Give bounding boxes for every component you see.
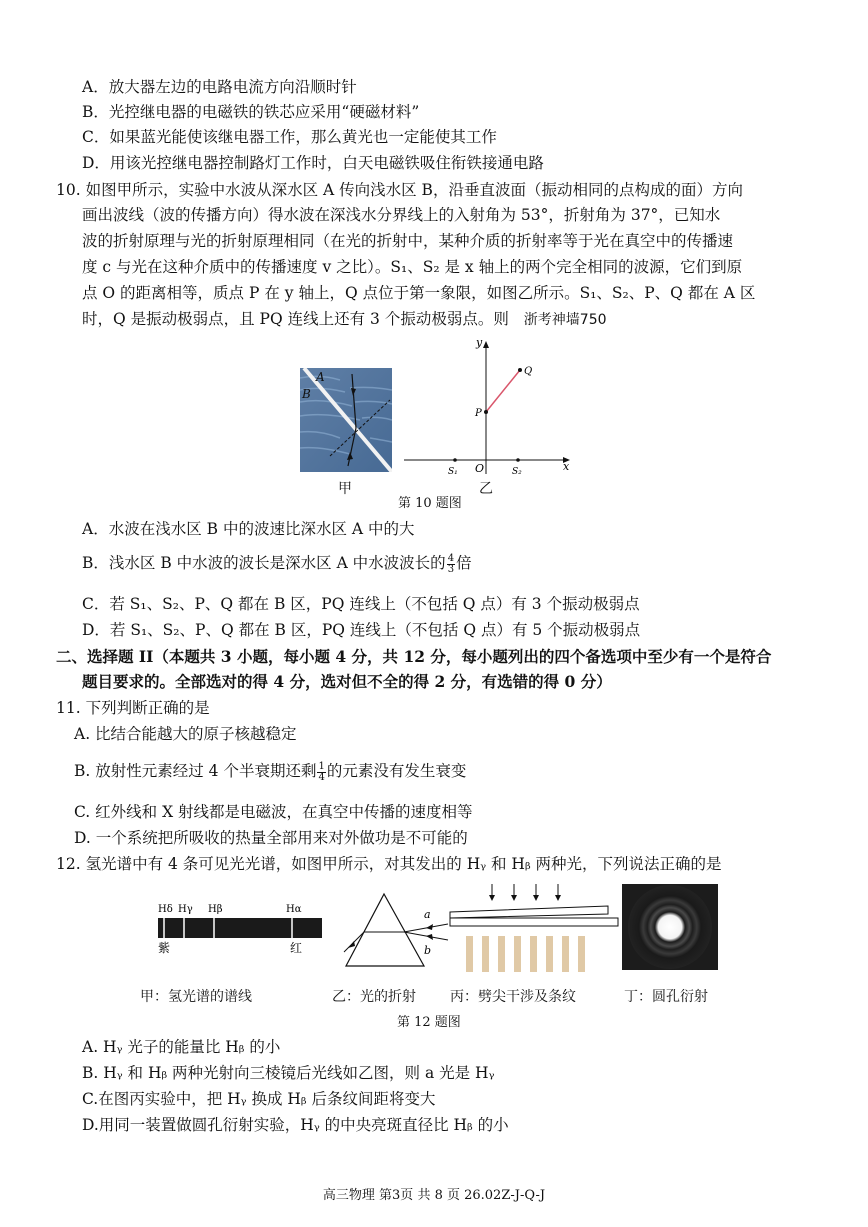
q11-option-c: C. 红外线和 X 射线都是电磁波，在真空中传播的速度相等 [74, 803, 473, 821]
fraction-den: 3 [447, 563, 455, 575]
q10-stem-line6-text: 时，Q 是振动极弱点，且 PQ 连线上还有 3 个振动极弱点。则 [82, 310, 509, 328]
section2-header-line1: 二、选择题 II（本题共 3 小题，每小题 4 分，共 12 分，每小题列出的四个备选项中至少有一个是符合 [56, 647, 772, 666]
q10-option-b [82, 552, 472, 575]
fraction-den: 4 [318, 771, 325, 783]
fig10-label-s1: S₁ [448, 467, 458, 476]
page-footer: 高三物理 第3页 共 8 页 26.02Z-J-Q-J [322, 1188, 546, 1203]
fig10-label-y: y [476, 336, 483, 349]
fig10-label-q: Q [524, 366, 533, 377]
q12-option-b: B. Hᵧ 和 Hᵦ 两种光射向三棱镜后光线如乙图，则 a 光是 Hᵧ [82, 1064, 495, 1082]
q11-option-b [74, 760, 466, 783]
wedge-bottom-plate [450, 918, 618, 926]
q10-option-a: A．水波在浅水区 B 中的波速比深水区 A 中的大 [82, 520, 415, 538]
fraction-num: 4 [447, 552, 455, 564]
q9-option-a: A．放大器左边的电路电流方向沿顺时针 [82, 78, 357, 96]
label-hdelta: Hδ [158, 904, 173, 915]
q10-stem-line6 [82, 308, 607, 331]
fraction-4-3 [447, 554, 455, 575]
fig10-label-x: x [563, 460, 570, 473]
watermark: 浙考神墙750 [523, 312, 607, 328]
q10-option-b-post: 倍 [456, 554, 472, 572]
q12-option-c: C.在图丙实验中，把 Hᵧ 换成 Hᵦ 后条纹间距将变大 [82, 1090, 436, 1108]
fig12-caption-yi: 乙：光的折射 [332, 989, 416, 1005]
q10-option-d: D．若 S₁、S₂、P、Q 都在 B 区，PQ 连线上（不包括 Q 点）有 5 个振动极弱点 [82, 621, 641, 639]
fig10-label-b: B [302, 387, 311, 401]
fig10-point-s2 [516, 458, 520, 462]
fraction-num: 1 [318, 760, 325, 772]
label-ray-b: b [424, 944, 432, 957]
fig12-jia-spectrum [152, 894, 328, 956]
fig12-yi-prism [340, 888, 450, 972]
fig10-pq-line [486, 370, 520, 412]
fig10-label-o: O [475, 462, 485, 475]
q10-option-b-pre: B．浅水区 B 中水波的波长是深水区 A 中水波波长的 [82, 554, 446, 572]
fig10-label-a: A [316, 370, 325, 384]
fig10-yi-diagram [400, 336, 580, 476]
fig12-caption-jia: 甲：氢光谱的谱线 [140, 989, 252, 1005]
label-ray-a: a [424, 908, 431, 921]
fig10-yi-label: 乙 [479, 481, 493, 497]
q10-stem-line4: 度 c 与光在这种介质中的传播速度 v 之比）。S₁、S₂ 是 x 轴上的两个完全相同的波源，它们到原 [82, 258, 743, 276]
q10-option-c: C．若 S₁、S₂、P、Q 都在 B 区，PQ 连线上（不包括 Q 点）有 3 个振动极弱点 [82, 595, 640, 613]
wedge-top-plate [450, 906, 608, 918]
label-purple: 紫 [158, 941, 171, 955]
q11-option-b-pre: B. 放射性元素经过 4 个半衰期还剩 [74, 762, 317, 780]
label-hbeta: Hβ [208, 904, 223, 915]
q12-option-a: A. Hᵧ 光子的能量比 Hᵦ 的小 [82, 1038, 281, 1056]
fig10-point-q [518, 368, 522, 372]
diffraction-pattern [628, 885, 712, 969]
q10-stem-line5: 点 O 的距离相等，质点 P 在 y 轴上，Q 点位于第一象限，如图乙所示。S₁、S₂、P、Q 都在 A 区 [82, 284, 756, 302]
fig12-caption-ding: 丁：圆孔衍射 [624, 989, 708, 1005]
q12-stem: 12. 氢光谱中有 4 条可见光光谱，如图甲所示，对其发出的 Hᵧ 和 Hᵦ 两种光，下列说法正确的是 [56, 855, 722, 873]
fig12-caption-bing: 丙：劈尖干涉及条纹 [450, 989, 576, 1005]
q11-option-b-post: 的元素没有发生衰变 [326, 762, 467, 780]
section2-header-line2: 题目要求的。全部选对的得 4 分，选对但不全的得 2 分，有选错的得 0 分） [82, 672, 612, 691]
fig12-ding-diffraction [622, 884, 718, 970]
label-red: 红 [290, 941, 303, 955]
spectrum-bar [158, 918, 322, 938]
q9-option-d: D．用该光控继电器控制路灯工作时，白天电磁铁吸住衔铁接通电路 [82, 154, 544, 172]
q12-option-d: D.用同一装置做圆孔衍射实验，Hᵧ 的中央亮斑直径比 Hᵦ 的小 [82, 1116, 509, 1134]
fig10-label-p: P [475, 408, 482, 419]
q11-option-a: A. 比结合能越大的原子核越稳定 [74, 725, 297, 743]
fig10-jia-label: 甲 [338, 481, 352, 497]
q10-stem-line3: 波的折射原理与光的折射原理相同（在光的折射中，某种介质的折射率等于光在真空中的传播速 [82, 232, 734, 250]
fraction-1-4 [317, 762, 325, 783]
fig12-caption: 第 12 题图 [397, 1015, 461, 1030]
q9-option-c: C．如果蓝光能使该继电器工作，那么黄光也一定能使其工作 [82, 128, 497, 146]
label-hgamma: Hγ [178, 904, 193, 915]
q11-stem: 11. 下列判断正确的是 [56, 699, 210, 717]
fig12-bing-wedge [448, 882, 620, 974]
q9-option-b: B．光控继电器的电磁铁的铁芯应采用“硬磁材料” [82, 103, 420, 121]
q11-option-d: D. 一个系统把所吸收的热量全部用来对外做功是不可能的 [74, 829, 468, 847]
fig10-point-p [484, 410, 488, 414]
label-halpha: Hα [286, 904, 302, 915]
fig10-label-s2: S₂ [512, 467, 522, 476]
fig10-caption: 第 10 题图 [398, 496, 462, 511]
fig10-jia-photo [300, 368, 392, 472]
fig10-point-s1 [453, 458, 457, 462]
q10-stem-line1: 10. 如图甲所示，实验中水波从深水区 A 传向浅水区 B，沿垂直波面（振动相同的点构成的面）方向 [56, 181, 743, 199]
q10-stem-line2: 画出波线（波的传播方向）得水波在深浅水分界线上的入射角为 53°，折射角为 37°，已知水 [82, 206, 721, 224]
